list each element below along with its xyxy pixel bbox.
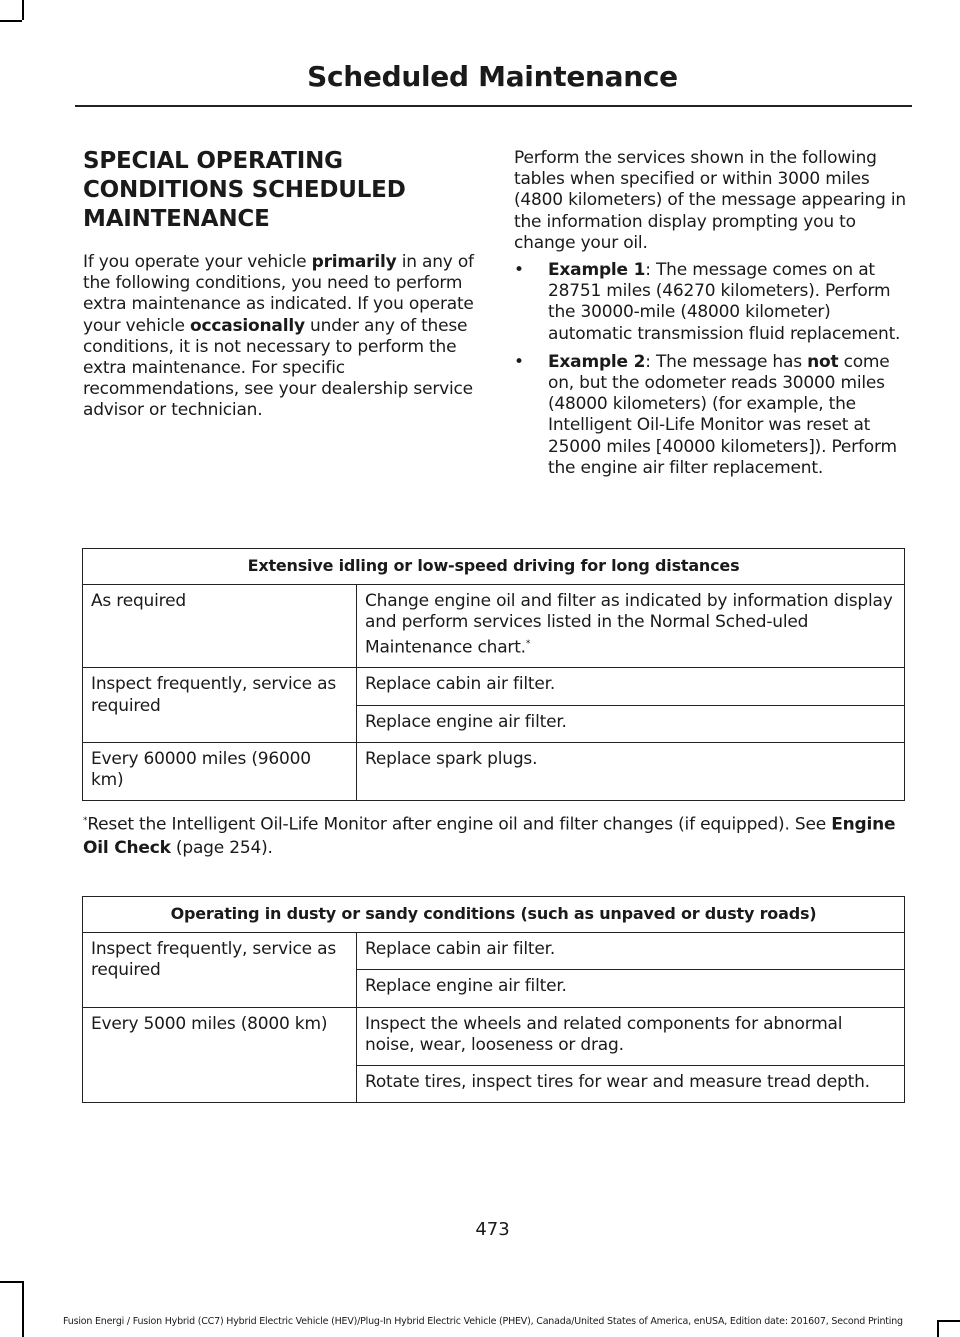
left-column <box>83 147 478 422</box>
action-cell: Replace engine air filter. <box>357 970 905 1007</box>
intro-text-b: in any of the following conditions, you need to perform extra maintenance as indicated. If you operate your vehicle <box>83 252 474 336</box>
crop-mark-top-left <box>22 0 24 20</box>
footnote <box>83 810 913 860</box>
example-2-item <box>514 352 909 479</box>
crop-mark-bottom-left <box>22 1281 24 1337</box>
engine-oil-check-link[interactable]: Engine Oil Check <box>83 814 896 858</box>
table-heading: Operating in dusty or sandy conditions (such as unpaved or dusty roads) <box>83 897 905 933</box>
interval-cell: Inspect frequently, service as required <box>83 668 357 742</box>
example-1-label: Example 1 <box>548 260 646 281</box>
action-cell: Replace spark plugs. <box>357 742 905 800</box>
examples-list <box>514 260 909 479</box>
crop-mark-bottom-left-h <box>0 1281 22 1283</box>
action-cell: Inspect the wheels and related components for abnormal noise, wear, looseness or drag. <box>357 1007 905 1065</box>
table-row <box>83 585 905 668</box>
footer-edition-text: Fusion Energi / Fusion Hybrid (CC7) Hybrid Electric Vehicle (HEV)/Plug-In Hybrid Electric Vehicle (PHEV), Canada/United States of America, enUSA, Edition date: 201607, Second Printing <box>63 1316 903 1327</box>
crop-mark-top-left-h <box>0 20 22 22</box>
intro-text-c: under any of these conditions, it is not necessary to perform the extra maintenance. For specific recommendations, see your dealership service advisor or technician. <box>83 315 473 421</box>
idling-maintenance-table <box>82 548 905 801</box>
occasionally-emphasis: occasionally <box>189 315 305 336</box>
action-cell: Replace cabin air filter. <box>357 668 905 705</box>
page-number: 473 <box>475 1219 510 1240</box>
header-rule <box>75 105 912 107</box>
section-title-line-2: CONDITIONS SCHEDULED <box>83 177 406 203</box>
bullet-icon: • <box>514 260 524 281</box>
footnote-mark: * <box>83 816 88 826</box>
table-row <box>83 668 905 705</box>
interval-cell: As required <box>83 585 357 668</box>
interval-cell: Every 60000 miles (96000 km) <box>83 742 357 800</box>
section-title <box>83 147 478 234</box>
example-2-label: Example 2 <box>548 351 646 372</box>
table-header-row <box>83 897 905 933</box>
section-title-line-3: MAINTENANCE <box>83 206 270 232</box>
not-emphasis: not <box>807 351 839 372</box>
example-1-text: : The message comes on at 28751 miles (46270 kilometers). Perform the 30000-mile (48000 kilometer) automatic transmission fluid replacement. <box>548 260 901 344</box>
section-title-line-1: SPECIAL OPERATING <box>83 148 343 174</box>
action-cell <box>357 585 905 668</box>
dusty-conditions-table <box>82 896 905 1103</box>
intro-text-a: If you operate your vehicle <box>83 252 312 272</box>
action-cell: Rotate tires, inspect tires for wear and measure tread depth. <box>357 1066 905 1103</box>
action-text: Change engine oil and filter as indicated by information display and perform services listed in the Normal Sched-uled Maintenance chart. <box>365 591 893 658</box>
table-row <box>83 1007 905 1065</box>
footnote-page-ref: (page 254). <box>170 837 273 858</box>
right-column <box>514 148 909 486</box>
footnote-marker: * <box>525 638 531 649</box>
table-row <box>83 742 905 800</box>
table-heading: Extensive idling or low-speed driving for long distances <box>83 549 905 585</box>
page-header-title: Scheduled Maintenance <box>307 60 678 93</box>
example-2-text-b: come on, but the odometer reads 30000 miles (48000 kilometers) (for example, the Intelligent Oil-Life Monitor was reset at 25000 miles [40000 kilometers]). Perform the engine air filter replacement. <box>548 351 897 478</box>
primarily-emphasis: primarily <box>311 252 397 272</box>
table-row <box>83 933 905 970</box>
footnote-text: Reset the Intelligent Oil-Life Monitor after engine oil and filter changes (if equipped). See <box>87 814 832 835</box>
interval-cell: Every 5000 miles (8000 km) <box>83 1007 357 1103</box>
bullet-icon: • <box>514 351 524 372</box>
table-header-row <box>83 549 905 585</box>
interval-cell: Inspect frequently, service as required <box>83 933 357 1007</box>
action-cell: Replace engine air filter. <box>357 705 905 742</box>
example-1-item <box>514 260 909 345</box>
action-cell: Replace cabin air filter. <box>357 933 905 970</box>
intro-paragraph <box>83 252 478 422</box>
services-paragraph: Perform the services shown in the following tables when specified or within 3000 miles (4800 kilometers) of the message appearing in the information display prompting you to change your oil. <box>514 148 906 253</box>
example-2-text-a: : The message has <box>645 351 808 372</box>
